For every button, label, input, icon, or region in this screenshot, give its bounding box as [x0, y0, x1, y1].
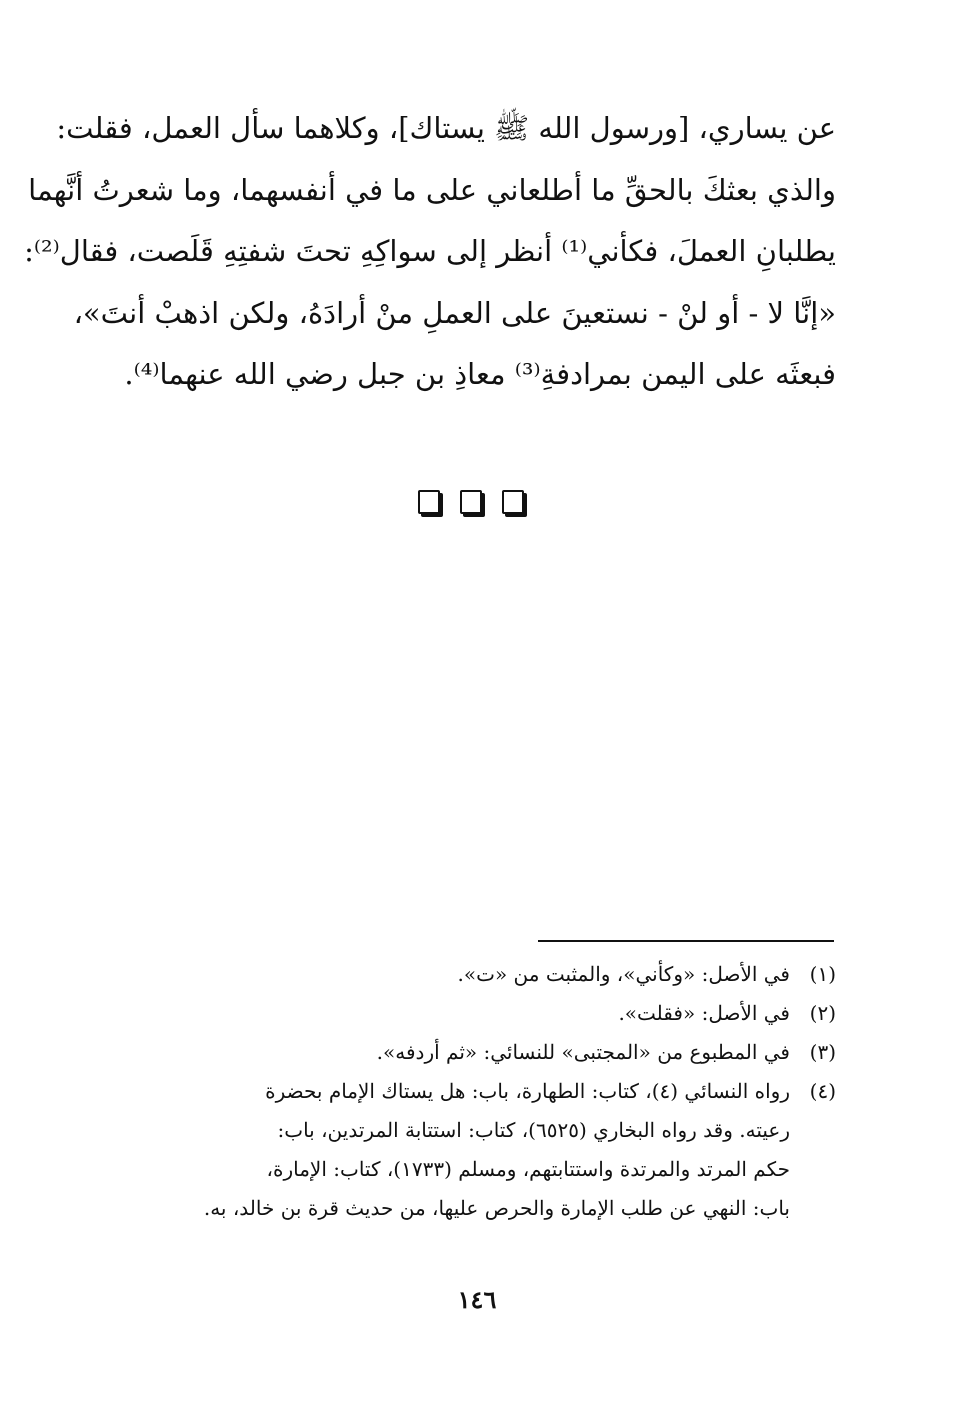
main-text-line: «إنَّا لا - أو لنْ - نستعينَ على العملِ منْ أرادَهُ، ولكن اذهبْ أنتَ»، [73, 295, 836, 330]
main-text [24, 98, 836, 406]
footnote-number: (١) [809, 962, 836, 986]
main-text-line: والذي بعثكَ بالحقِّ ما أطلعاني على ما في أنفسهما، وما شعرتُ أنَّهما [28, 172, 836, 207]
footnote-number: (٣) [809, 1040, 836, 1064]
section-separator [418, 490, 524, 514]
footnote-line: في المطبوع من «المجتبى» للنسائي: «ثم أردفه». [376, 1040, 790, 1064]
main-text-line: فبعثَه على اليمن بمرادفةِ⁽³⁾ معاذِ بن جبل رضي الله عنهما⁽⁴⁾. [124, 357, 836, 391]
footnote-line: باب: النهي عن طلب الإمارة والحرص عليها، من حديث قرة بن خالد، به. [203, 1196, 790, 1220]
main-text-line: عن يساري، [ورسول الله ﷺ يستاك]، وكلاهما سأل العمل، فقلت: [56, 111, 836, 145]
separator-box-icon [502, 490, 524, 514]
footnote-line: في الأصل: «وكأني»، والمثبت من «ت». [457, 962, 790, 986]
page-number: ١٤٦ [457, 1285, 497, 1314]
footnote-3 [128, 1033, 836, 1072]
footnote-2 [128, 994, 836, 1033]
footnote-rule [538, 940, 834, 942]
footnote-1 [128, 955, 836, 994]
footnote-text [128, 1072, 790, 1228]
footnote-number: (٤) [809, 1079, 836, 1103]
footnote-text [128, 955, 790, 994]
footnote-text [128, 994, 790, 1033]
footnote-number: (٢) [809, 1001, 836, 1025]
separator-box-icon [418, 490, 440, 514]
footnote-line: رواه النسائي (٤)، كتاب: الطهارة، باب: هل يستاك الإمام بحضرة [265, 1079, 790, 1103]
footnote-line: رعيته. وقد رواه البخاري (٦٥٢٥)، كتاب: استتابة المرتدين، باب: [277, 1118, 790, 1142]
footnotes [128, 955, 836, 1228]
footnote-line: حكم المرتد والمرتدة واستتابتهم، ومسلم (١٧٣٣)، كتاب: الإمارة، [266, 1157, 790, 1181]
separator-box-icon [460, 490, 482, 514]
footnote-line: في الأصل: «فقلت». [618, 1001, 790, 1025]
main-text-line: يطلبانِ العملَ، فكأني⁽¹⁾ أنظر إلى سواكِهِ تحتَ شفتِهِ قَلَصت، فقال⁽²⁾: [24, 234, 836, 268]
footnote-text [128, 1033, 790, 1072]
footnote-4 [128, 1072, 836, 1228]
